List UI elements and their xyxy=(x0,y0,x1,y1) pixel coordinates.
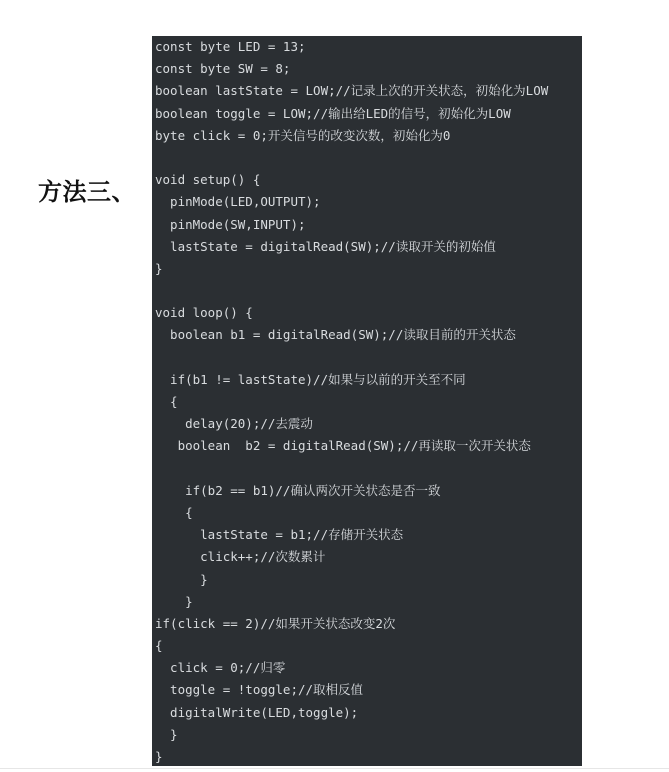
code-line: delay(20);//去震动 xyxy=(155,416,313,432)
code-line: if(b2 == b1)//确认两次开关状态是否一致 xyxy=(155,482,441,498)
code-line xyxy=(155,280,548,302)
code-line: click++;//次数累计 xyxy=(155,549,326,565)
code-line: void setup() { xyxy=(155,172,261,188)
code-line: const byte SW = 8; xyxy=(155,61,291,77)
code-line: boolean lastState = LOW;//记录上次的开关状态，初始化为LOW xyxy=(155,83,549,99)
code-line: } xyxy=(155,749,163,764)
code-line: digitalWrite(LED,toggle); xyxy=(155,704,359,720)
code-line: boolean b1 = digitalRead(SW);//读取目前的开关状态 xyxy=(155,327,516,343)
code-line: boolean b2 = digitalRead(SW);//再读取一次开关状态 xyxy=(155,438,531,454)
code-block xyxy=(152,36,582,766)
code-line: boolean toggle = LOW;//输出给LED的信号，初始化为LOW xyxy=(155,105,511,121)
code-line: if(b1 != lastState)//如果与以前的开关至不同 xyxy=(155,371,466,387)
code-line: } xyxy=(155,726,178,742)
code-line: } xyxy=(155,571,208,587)
code-line: pinMode(SW,INPUT); xyxy=(155,216,306,232)
code-line: { xyxy=(155,638,163,654)
code-line: click = 0;//归零 xyxy=(155,660,286,676)
code-line: if(click == 2)//如果开关状态改变2次 xyxy=(155,615,396,631)
code-line: } xyxy=(155,260,163,276)
code-line: void loop() { xyxy=(155,305,253,321)
divider xyxy=(0,768,669,769)
code-line xyxy=(155,458,548,480)
code-line xyxy=(155,347,548,369)
code-line: { xyxy=(155,504,193,520)
code-line: const byte LED = 13; xyxy=(155,39,306,54)
code-line: pinMode(LED,OUTPUT); xyxy=(155,194,321,210)
code-line: toggle = !toggle;//取相反值 xyxy=(155,682,364,698)
code-line xyxy=(155,147,548,169)
section-heading: 方法三、 xyxy=(38,178,136,206)
code-line: lastState = digitalRead(SW);//读取开关的初始值 xyxy=(155,238,496,254)
code-line: byte click = 0;开关信号的改变次数，初始化为0 xyxy=(155,127,451,143)
code-line: lastState = b1;//存储开关状态 xyxy=(155,527,404,543)
code-lines xyxy=(155,36,548,766)
code-line: } xyxy=(155,593,193,609)
code-line: { xyxy=(155,394,178,409)
